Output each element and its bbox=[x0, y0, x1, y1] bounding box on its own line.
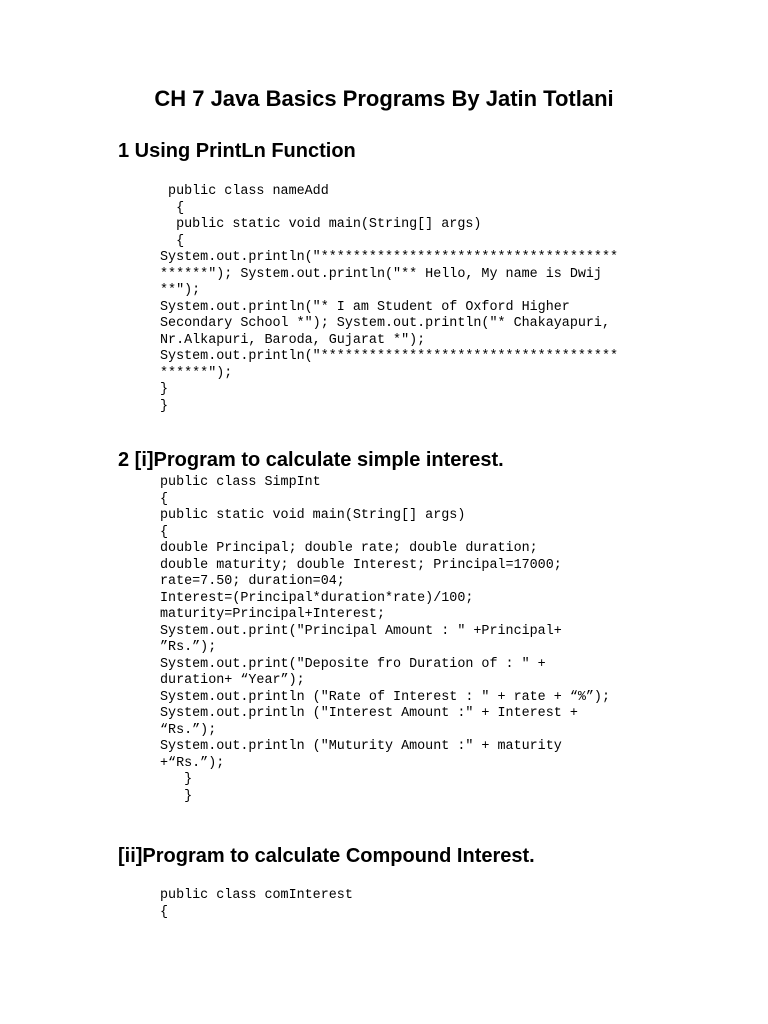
code-block-println: public class nameAdd { public static void main(String[] args) { System.out.println("************************************* ******"); System.out.println("** Hello, My name is Dwij **"); System.out.println("* I am Student of Oxford Higher Secondary School *"); System.out.println("* Chakayapuri, Nr.Alkapuri, Baroda, Gujarat *"); System.out.println("************************************* ******"); } } bbox=[160, 184, 619, 414]
section-heading-simple-interest: 2 [i]Program to calculate simple interest. bbox=[118, 449, 504, 471]
page-title: CH 7 Java Basics Programs By Jatin Totlani bbox=[154, 86, 614, 111]
section-heading-compound-interest: [ii]Program to calculate Compound Interest. bbox=[118, 845, 535, 867]
code-block-compound-interest: public class comInterest { bbox=[160, 888, 353, 920]
code-block-simple-interest: public class SimpInt { public static void main(String[] args) { double Principal; double rate; double duration; double maturity; double Interest; Principal=17000; rate=7.50; duration=04; Interest=(Principal*duration*rate)/100; maturity=Principal+Interest; System.out.print("Principal Amount : " +Principal+ ”Rs.”); System.out.print("Deposite fro Duration of : " + duration+ “Year”); System.out.println ("Rate of Interest : " + rate + “%”); System.out.println ("Interest Amount :" + Interest + “Rs.”); System.out.println ("Muturity Amount :" + maturity +“Rs.”); } } bbox=[160, 475, 610, 804]
section-heading-println: 1 Using PrintLn Function bbox=[118, 140, 356, 162]
